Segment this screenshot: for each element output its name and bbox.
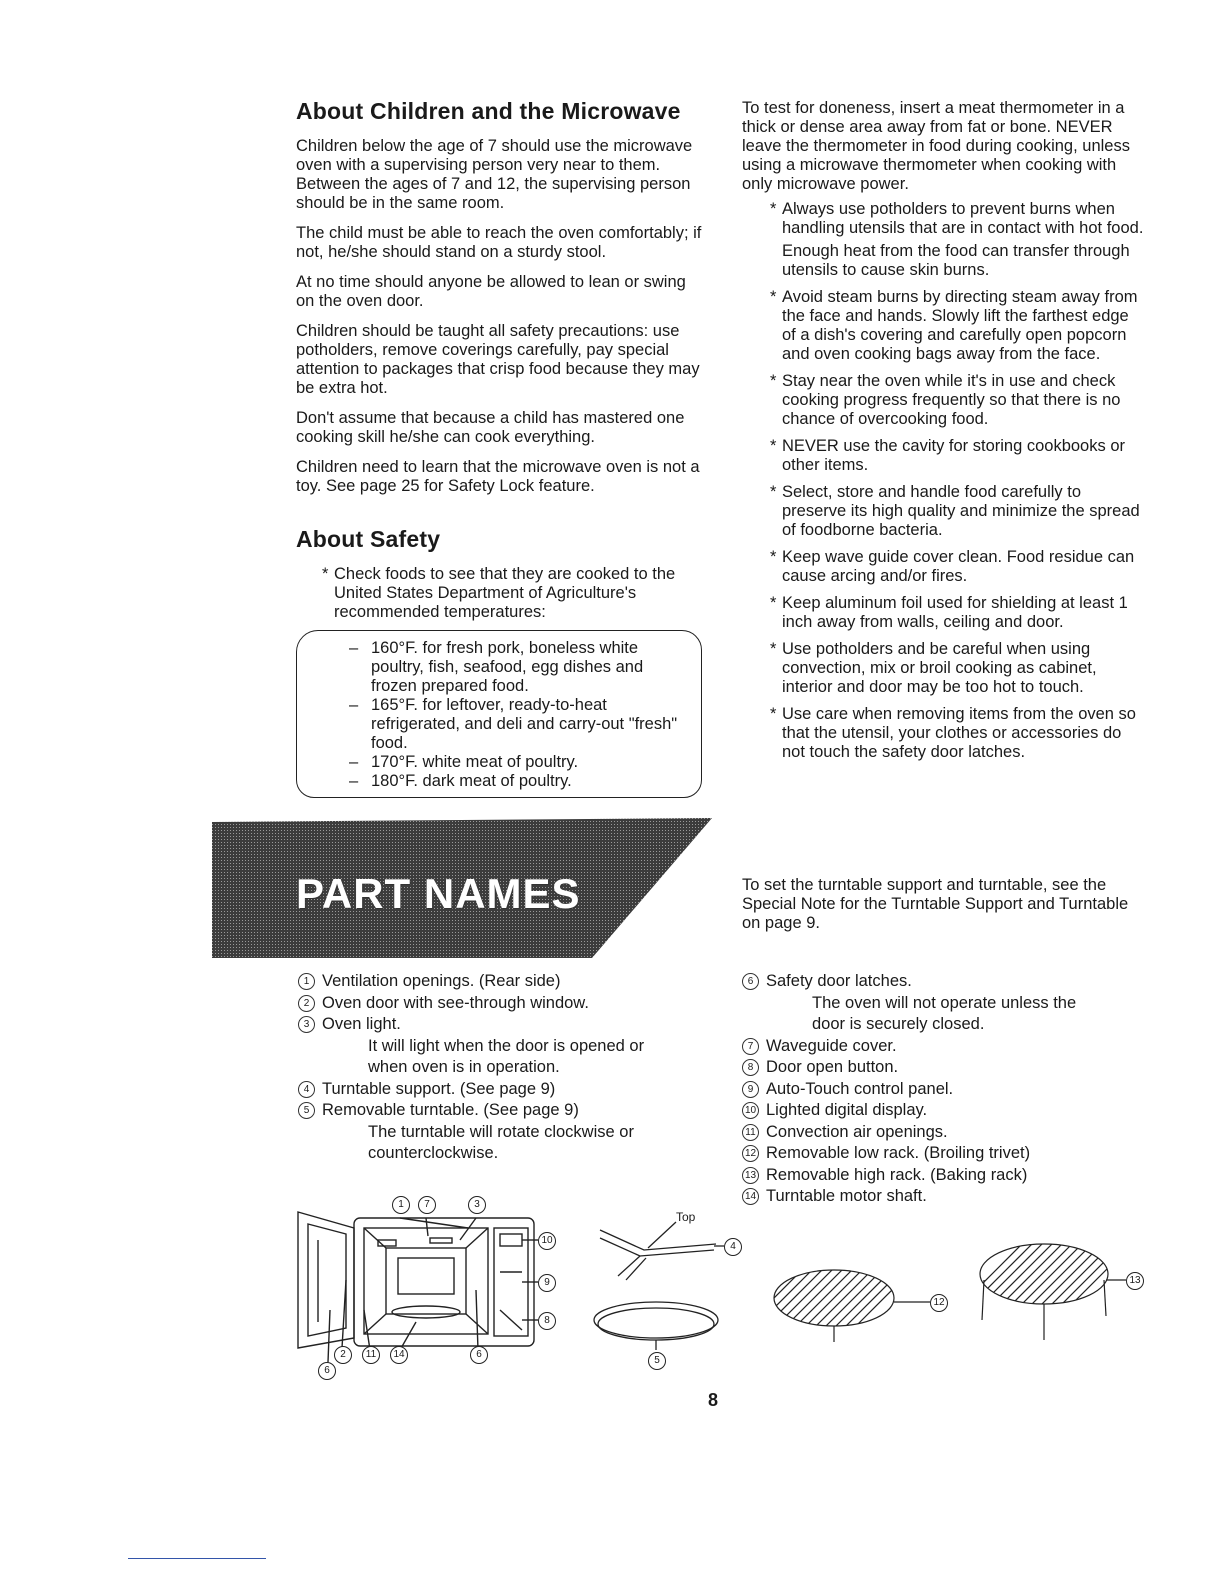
part-names-title: PART NAMES	[296, 870, 581, 917]
parts-list-left	[298, 971, 698, 1165]
high-rack-diagram	[970, 1236, 1150, 1356]
safety-bullet: * Avoid steam burns by directing steam away from the face and hands. Slowly lift the farthest edge of a dish's covering and carefully open popcorn and oven cooking bags away from the face.	[770, 288, 1138, 363]
parts-list-right	[742, 971, 1146, 1208]
children-paragraph: At no time should anyone be allowed to lean or swing on the oven door.	[296, 273, 686, 310]
oven-diagram	[290, 1190, 580, 1390]
part-item: 9 Auto-Touch control panel.	[742, 1079, 1146, 1101]
temperature-item: – 170°F. white meat of poultry.	[349, 753, 579, 771]
part-item: 12 Removable low rack. (Broiling trivet)	[742, 1143, 1146, 1165]
callout-6: 6	[318, 1362, 336, 1380]
turntable-note-text: To set the turntable support and turntable, see the Special Note for the Turntable Support and Turntable on page 9.	[742, 876, 1129, 932]
part-item: 2 Oven door with see-through window.	[298, 993, 698, 1015]
page-number: 8	[707, 1390, 718, 1410]
callout-1: 1	[392, 1196, 410, 1214]
safety-heading: About Safety	[296, 526, 441, 552]
safety-bullet: * Stay near the oven while it's in use and check cooking progress frequently so that there is no chance of overcooking food.	[770, 372, 1121, 428]
callout-6: 6	[470, 1346, 488, 1364]
children-paragraph: Don't assume that because a child has mastered one cooking skill he/she can cook everything.	[296, 409, 685, 446]
temperature-box	[296, 630, 702, 798]
callout-2: 2	[334, 1346, 352, 1364]
children-section	[296, 98, 704, 507]
children-heading: About Children and the Microwave	[296, 98, 681, 124]
callout-9: 9	[538, 1274, 556, 1292]
callout-13: 13	[1126, 1272, 1144, 1290]
turntable-diagram	[590, 1296, 730, 1376]
footer-rule	[128, 1558, 266, 1559]
callout-14: 14	[390, 1346, 408, 1364]
safety-bullet-note: Enough heat from the food can transfer through utensils to cause skin burns.	[782, 242, 1130, 279]
callout-4: 4	[724, 1238, 742, 1256]
part-note: The oven will not operate unless the door is securely closed.	[812, 993, 1077, 1033]
safety-bullet: * Keep wave guide cover clean. Food residue can cause arcing and/or fires.	[770, 548, 1135, 585]
part-item: 7 Waveguide cover.	[742, 1036, 1146, 1058]
callout-5: 5	[648, 1352, 666, 1370]
part-item: 13 Removable high rack. (Baking rack)	[742, 1165, 1146, 1187]
turntable-illustration	[590, 1296, 730, 1356]
children-paragraph: Children should be taught all safety precautions: use potholders, remove coverings carefully, pay special attention to packages that crisp food because they may be extra hot.	[296, 322, 700, 397]
high-rack-illustration	[970, 1236, 1150, 1356]
children-paragraph: The child must be able to reach the oven comfortably; if not, he/she should stand on a sturdy stool.	[296, 224, 702, 261]
temperature-item: – 160°F. for fresh pork, boneless white poultry, fish, seafood, egg dishes and frozen prepared food.	[349, 639, 644, 695]
safety-bullet: * Always use potholders to prevent burns when handling utensils that are in contact with hot food.	[770, 200, 1144, 237]
part-item: 11 Convection air openings.	[742, 1122, 1146, 1144]
safety-intro: Check foods to see that they are cooked to the United States Department of Agriculture's recommended temperatures:	[334, 565, 676, 621]
safety-bullet: * Use care when removing items from the oven so that the utensil, your clothes or accessories do not touch the safety door latches.	[770, 705, 1136, 761]
safety-bullet: * Use potholders and be careful when using convection, mix or broil cooking as cabinet, interior and door may be too hot to touch.	[770, 640, 1097, 696]
part-item: 8 Door open button.	[742, 1057, 1146, 1079]
low-rack-diagram	[770, 1252, 970, 1352]
part-item: 5 Removable turntable. (See page 9)	[298, 1100, 698, 1122]
turntable-support-diagram	[596, 1208, 756, 1288]
part-note: It will light when the door is opened or when oven is in operation.	[368, 1036, 645, 1076]
temperature-item: – 180°F. dark meat of poultry.	[349, 772, 572, 790]
children-paragraph: Children need to learn that the microwave oven is not a toy. See page 25 for Safety Lock feature.	[296, 458, 700, 495]
safety-intro-bullet: * Check foods to see that they are cooked to the United States Department of Agriculture's recommended temperatures:	[322, 565, 676, 621]
part-item: 3 Oven light.	[298, 1014, 698, 1036]
right-column	[742, 99, 1146, 770]
safety-bullet: * NEVER use the cavity for storing cookbooks or other items.	[770, 437, 1125, 474]
part-item: 14 Turntable motor shaft.	[742, 1186, 1146, 1208]
safety-bullet: * Select, store and handle food carefully to preserve its high quality and minimize the spread of foodborne bacteria.	[770, 483, 1140, 539]
callout-7: 7	[418, 1196, 436, 1214]
callout-8: 8	[538, 1312, 556, 1330]
oven-illustration	[290, 1190, 580, 1390]
temperature-item: – 165°F. for leftover, ready-to-heat refrigerated, and deli and carry-out "fresh" food.	[349, 696, 678, 752]
part-item: 4 Turntable support. (See page 9)	[298, 1079, 698, 1101]
part-item: 6 Safety door latches.	[742, 971, 1146, 993]
part-item: 1 Ventilation openings. (Rear side)	[298, 971, 698, 993]
top-label: Top	[676, 1210, 696, 1224]
safety-bullet: * Keep aluminum foil used for shielding at least 1 inch away from walls, ceiling and door.	[770, 594, 1128, 631]
part-item: 10 Lighted digital display.	[742, 1100, 1146, 1122]
part-note: The turntable will rotate clockwise or counterclockwise.	[368, 1122, 634, 1162]
turntable-note	[742, 876, 1146, 944]
safety-section	[296, 526, 704, 630]
doneness-paragraph: To test for doneness, insert a meat thermometer in a thick or dense area away from fat or bone. NEVER leave the thermometer in food during cooking, unless using a microwave thermometer when cooking with only microwave power.	[742, 99, 1130, 193]
callout-11: 11	[362, 1346, 380, 1364]
part-names-banner	[212, 818, 712, 958]
children-paragraph: Children below the age of 7 should use the microwave oven with a supervising person very near to them. Between the ages of 7 and 12, the supervising person should be in the same room.	[296, 137, 693, 212]
callout-10: 10	[538, 1232, 556, 1250]
callout-3: 3	[468, 1196, 486, 1214]
callout-12: 12	[930, 1294, 948, 1312]
